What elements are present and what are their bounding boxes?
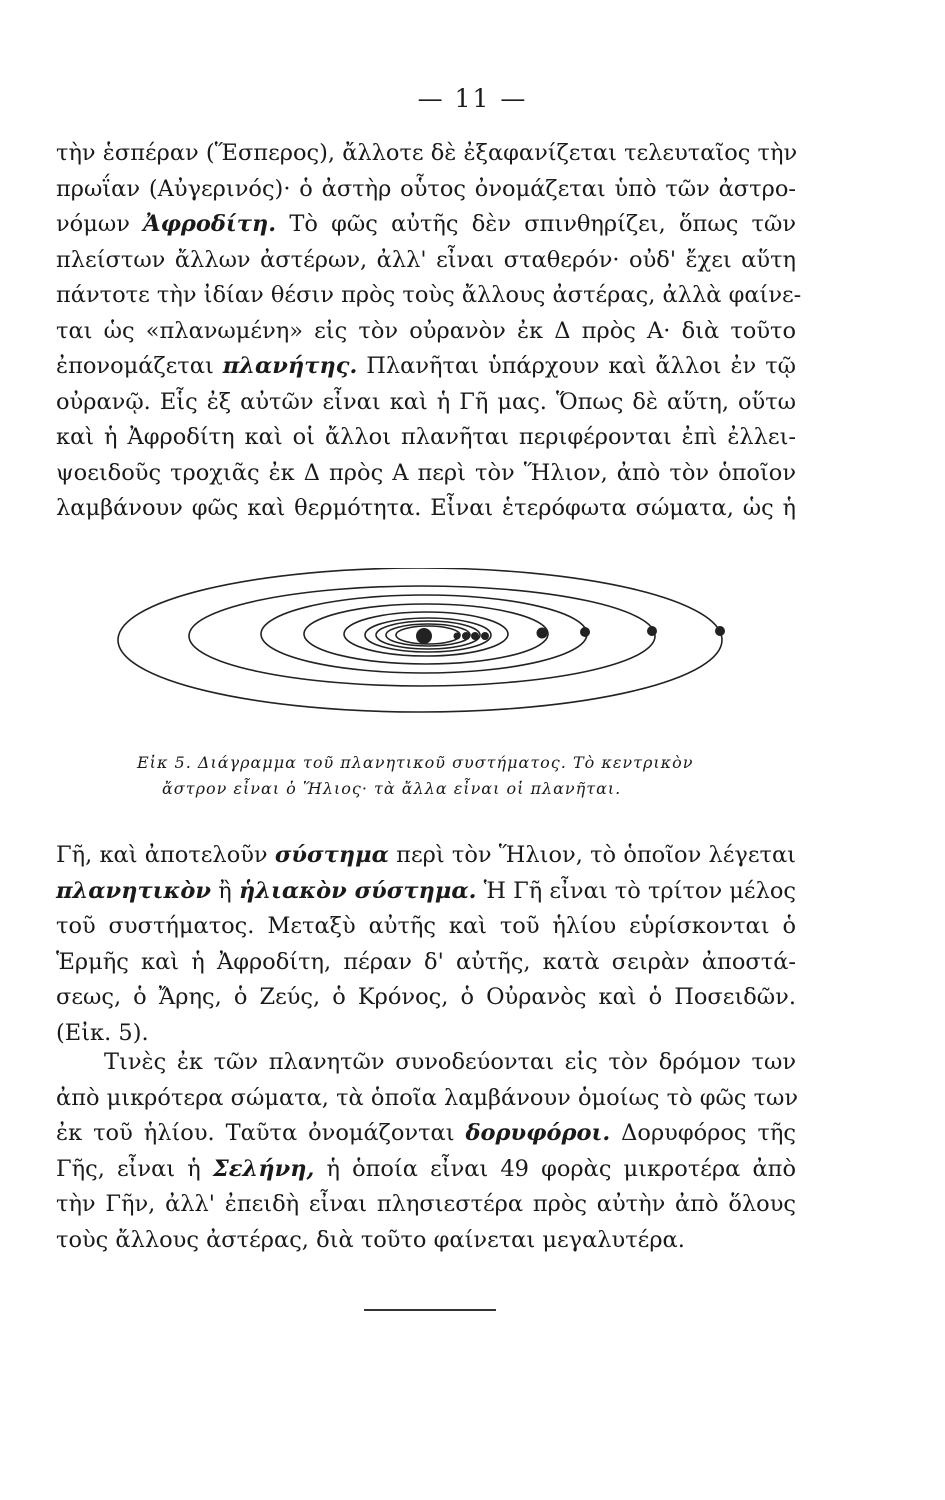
text-fragment: Γῆς, εἶναι ἡ [56,1155,213,1182]
planet-venus-icon [462,632,470,640]
section-divider [364,1309,496,1311]
planet-jupiter-icon [537,628,548,639]
solar-system-diagram [110,568,730,728]
text-line: οὐρανῷ. Εἷς ἐξ αὐτῶν εἶναι καὶ ἡ Γῆ μας. Ὅπως δὲ αὕτη, οὕτω [56,388,796,415]
text-fragment: Τὸ φῶς αὐτῆς δὲν σπινθηρίζει, ὅπως τῶν [276,211,796,237]
term-solar-system: ἡλιακὸν σύστημα. [238,877,477,904]
text-line: πρωΐαν (Αὐγερινός)· ὁ ἀστὴρ οὗτος ὀνομάζεται ὑπὸ τῶν ἀστρο- [56,175,796,202]
term-planet: πλανήτης. [222,353,358,379]
text-fragment: ἡ ὁποία εἶναι 49 φορὰς μικροτέρα ἀπὸ [314,1155,796,1182]
term-aphrodite: Ἀφροδίτη. [143,211,277,237]
planet-earth-icon [471,632,479,640]
text-fragment: περὶ τὸν Ἥλιον, τὸ ὁποῖον λέγεται [388,842,796,868]
text-line: πάντοτε τὴν ἰδίαν θέσιν πρὸς τοὺς ἄλλους ἀστέρας, ἀλλὰ φαίνε- [56,282,802,308]
term-moon: Σελήνη, [212,1155,315,1182]
text-line: σεως, ὁ Ἄρης, ὁ Ζεύς, ὁ Κρόνος, ὁ Οὐρανὸς καὶ ὁ Ποσειδῶν. [56,984,796,1010]
text-line [56,207,796,243]
paragraph-2 [56,838,796,1051]
planet-uranus-icon [647,626,657,636]
text-fragment: ἢ [211,877,239,904]
text-line: καὶ ἡ Ἀφροδίτη καὶ οἱ ἄλλοι πλανῆται περιφέρονται ἐπὶ ἐλλει- [56,424,796,450]
page-number: — 11 — [417,84,528,113]
planet-neptune-icon [715,626,725,636]
text-fragment: Ἡ Γῆ εἶναι τὸ τρίτον μέλος [476,877,796,904]
term-satellites: δορυφόροι. [465,1120,611,1146]
text-fragment: ἐκ τοῦ ἡλίου. Ταῦτα ὀνομάζονται [56,1120,466,1146]
text-line: Τινὲς ἐκ τῶν πλανητῶν συνοδεύονται εἰς τὸν δρόμον των [104,1049,796,1075]
paragraph-1 [56,136,802,527]
term-system: σύστημα [274,842,389,868]
figure-caption-line-2: ἄστρον εἶναι ὁ Ἥλιος· τὰ ἄλλα εἶναι οἱ πλανῆται. [162,779,622,798]
paragraph-3 [56,1045,799,1258]
text-line: (Εἰκ. 5). [56,1019,149,1046]
text-line: τοῦ συστήματος. Μεταξὺ αὐτῆς καὶ τοῦ ἡλίου εὑρίσκονται ὁ [56,913,796,939]
text-fragment: ἐπονομάζεται [56,353,223,379]
planet-mars-icon [481,632,489,640]
planet-mercury-icon [454,633,461,640]
text-line [56,349,796,385]
sun-icon [416,628,432,644]
text-line: τὴν Γῆν, ἀλλ' ἐπειδὴ εἶναι πλησιεστέρα πρὸς αὐτὴν ἀπὸ ὅλους [56,1191,796,1217]
planet-saturn-icon [580,627,590,637]
text-line: ται ὡς «πλανωμένη» εἰς τὸν οὐρανὸν ἐκ Δ πρὸς Α· διὰ τοῦτο [56,317,796,344]
text-fragment: Γῆ, καὶ ἀποτελοῦν [56,842,275,868]
text-line: ἀπὸ μικρότερα σώματα, τὰ ὁποῖα λαμβάνουν ὁμοίως τὸ φῶς των [56,1084,799,1111]
text-line [56,1116,796,1152]
text-fragment: νόμων [56,211,144,237]
text-line: λαμβάνουν φῶς καὶ θερμότητα. Εἶναι ἑτερόφωτα σώματα, ὡς ἡ [56,495,796,521]
text-line [56,838,796,874]
text-line [56,874,796,910]
text-line: πλείστων ἄλλων ἀστέρων, ἀλλ' εἶναι σταθερόν· οὐδ' ἔχει αὕτη [56,246,796,273]
text-line: τοὺς ἄλλους ἀστέρας, διὰ τοῦτο φαίνεται μεγαλυτέρα. [56,1226,685,1253]
figure-caption-line-1: Εἰκ 5. Διάγραμμα τοῦ πλανητικοῦ συστήματος. Τὸ κεντρικὸν [137,753,694,772]
term-planetary: πλανητικὸν [56,877,212,904]
text-line: τὴν ἑσπέραν (Ἕσπερος), ἄλλοτε δὲ ἐξαφανίζεται τελευταῖος τὴν [56,140,798,166]
text-line: ψοειδοῦς τροχιᾶς ἐκ Δ πρὸς Α περὶ τὸν Ἥλιον, ἀπὸ τὸν ὁποῖον [56,459,796,486]
text-line [56,1152,796,1188]
text-fragment: Δορυφόρος τῆς [610,1120,797,1146]
text-fragment: Πλανῆται ὑπάρχουν καὶ ἄλλοι ἐν τῷ [357,353,796,379]
text-line: Ἑρμῆς καὶ ἡ Ἀφροδίτη, πέραν δ' αὐτῆς, κατὰ σειρὰν ἀποστά- [56,948,796,975]
